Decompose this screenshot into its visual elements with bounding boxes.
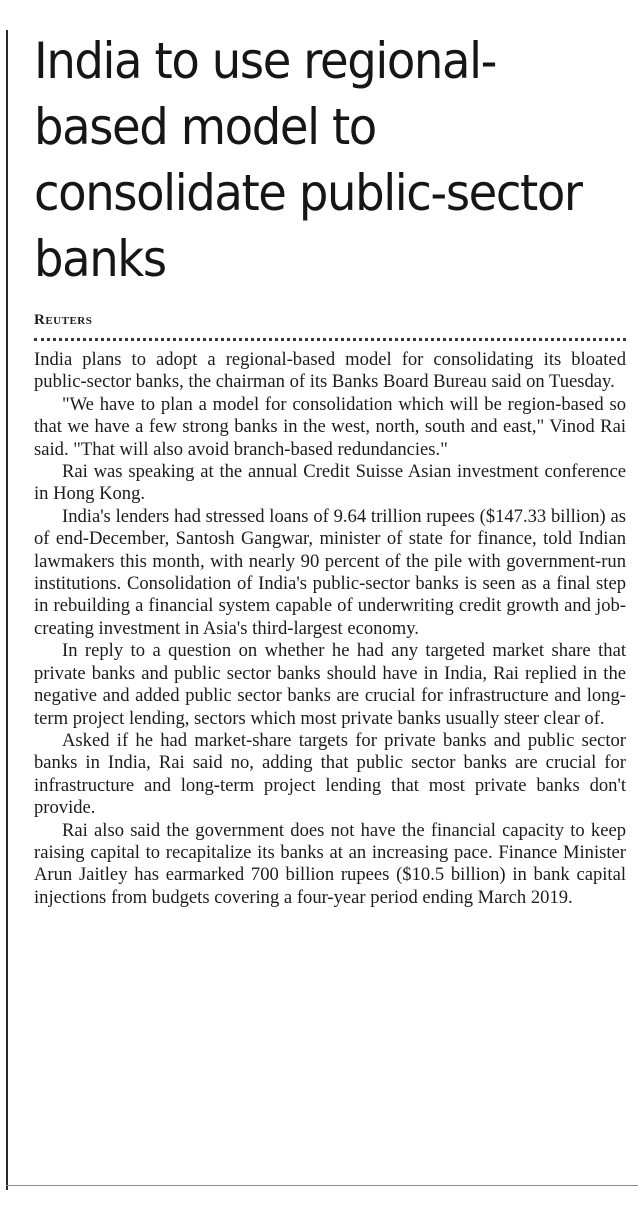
dotted-divider <box>34 338 626 341</box>
paragraph: Rai also said the government does not have the financial capacity to keep raising capital to recapitalize its banks at an increasing pace. Finance Minister Arun Jaitley has earmarked 700 billion rupees ($10.5 billion) in bank capital injections from budgets covering a four-year period ending March 2019. <box>34 819 626 908</box>
bottom-rule <box>6 1185 638 1186</box>
paragraph: India plans to adopt a regional-based model for consolidating its bloated public-sector banks, the chairman of its Banks Board Bureau said on Tuesday. <box>34 349 626 393</box>
column-rule <box>6 30 8 1190</box>
paragraph: Rai was speaking at the annual Credit Suisse Asian investment conference in Hong Kong. <box>34 461 626 505</box>
byline: Reuters <box>34 312 93 328</box>
news-article <box>34 28 626 909</box>
headline: India to use regional-based model to consolidate public-sector banks <box>34 32 582 288</box>
paragraph: In reply to a question on whether he had any targeted market share that private banks and public sector banks should have in India, Rai replied in the negative and added public sector banks are crucial for infrastructure and long-term project lending, sectors which most private banks usually steer clear of. <box>34 640 626 729</box>
article-body <box>34 349 626 909</box>
paragraph: India's lenders had stressed loans of 9.64 trillion rupees ($147.33 billion) as of end-December, Santosh Gangwar, minister of state for finance, told Indian lawmakers this month, with nearly 90 percent of the pile with government-run institutions. Consolidation of India's public-sector banks is seen as a final step in rebuilding a financial system capable of underwriting credit growth and job-creating investment in Asia's third-largest economy. <box>34 505 626 639</box>
paragraph: Asked if he had market-share targets for private banks and public sector banks in India, Rai said no, adding that public sector banks are crucial for infrastructure and long-term project lending that most private banks don't provide. <box>34 729 626 819</box>
paragraph: "We have to plan a model for consolidation which will be region-based so that we have a few strong banks in the west, north, south and east," Vinod Rai said. "That will also avoid branch-based redundancies." <box>34 393 626 460</box>
